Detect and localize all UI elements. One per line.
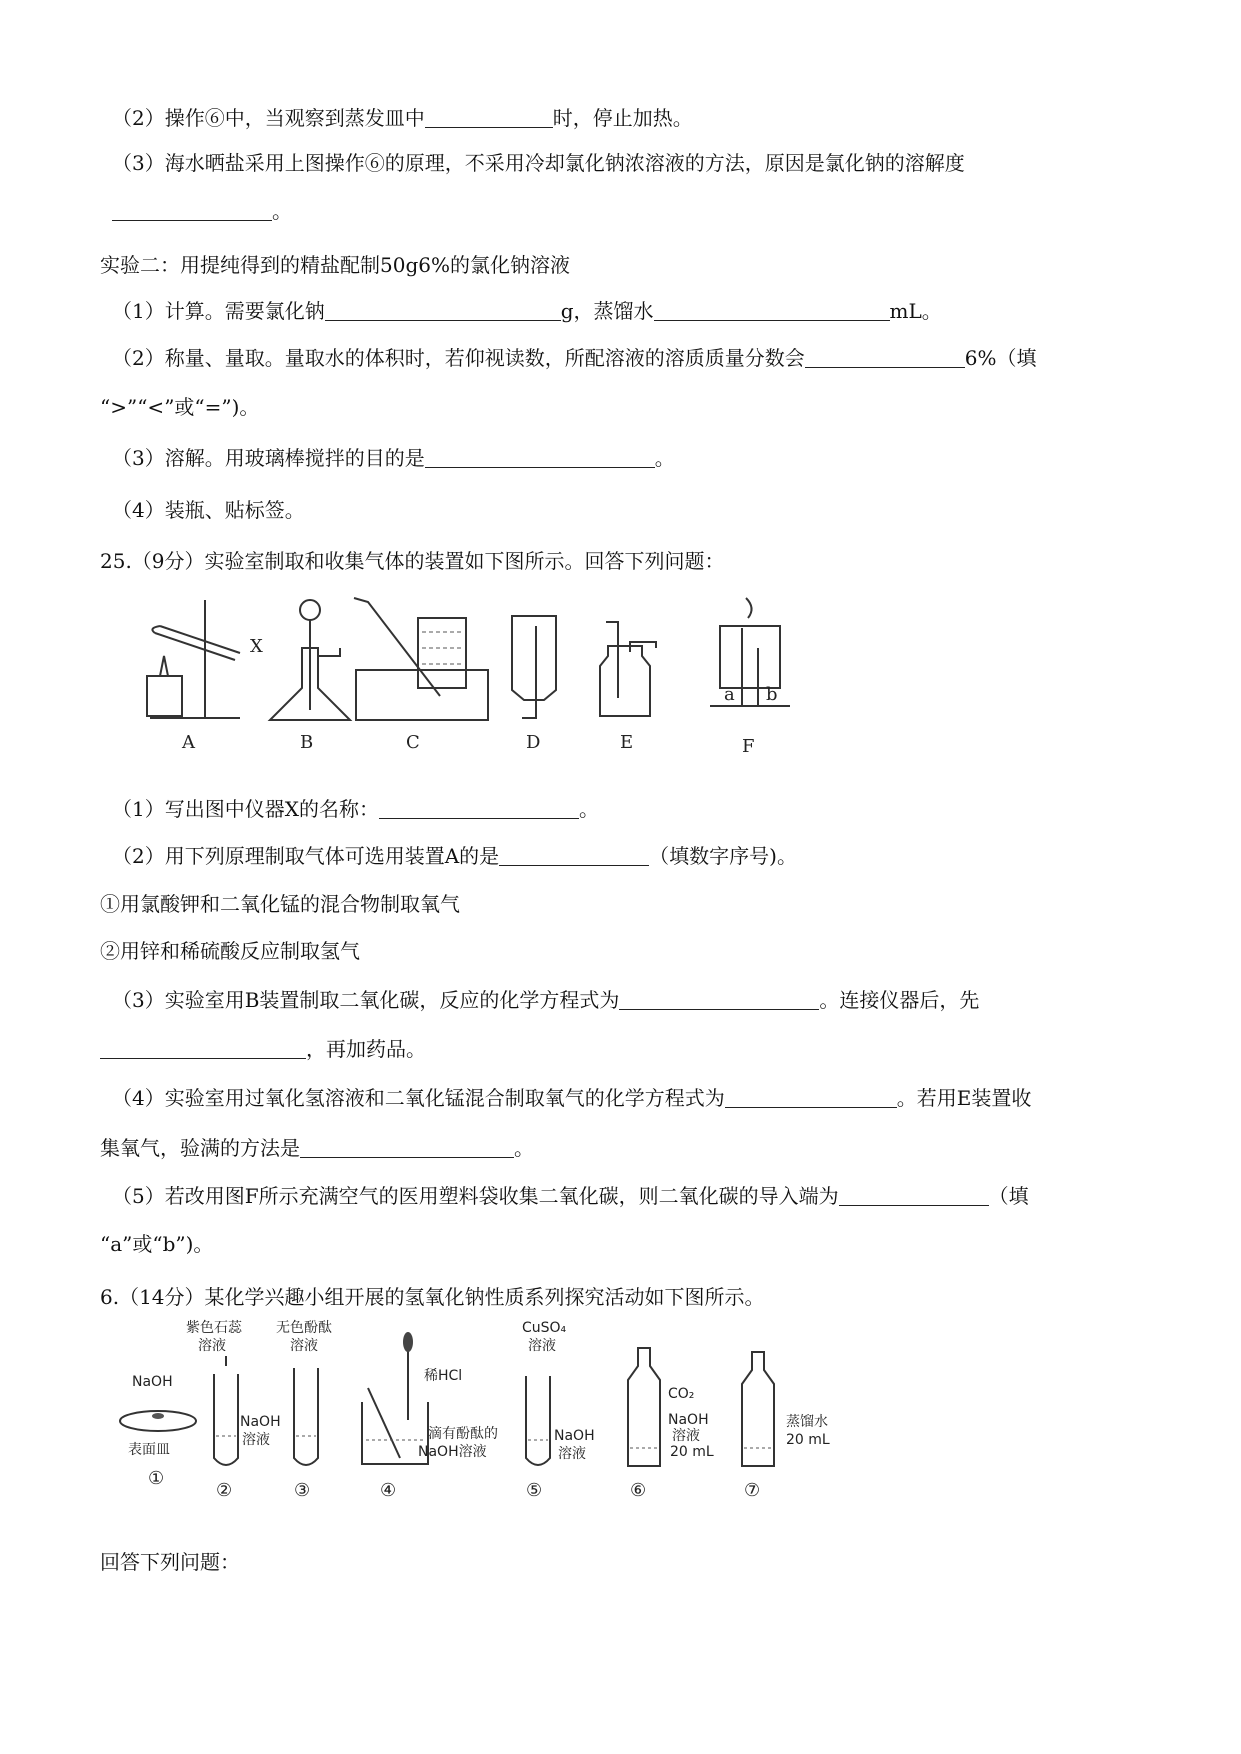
label-b: B: [300, 732, 314, 753]
q25-s2-b: （填数字序号)。: [649, 844, 797, 868]
q25-s1: [112, 795, 599, 823]
label-d: D: [526, 732, 541, 753]
label-e: E: [620, 732, 634, 753]
q25-s2-blank[interactable]: [499, 843, 649, 866]
label-phen-naoh-1: 滴有酚酞的: [428, 1426, 498, 1442]
q25-s3-c: ，再加药品。: [306, 1037, 426, 1061]
apparatus-a: [147, 600, 240, 753]
exp2-q3-blank[interactable]: [425, 445, 655, 468]
label-water-2: 20 mL: [786, 1432, 830, 1448]
q25-s3-line2: [100, 1035, 426, 1063]
q25-s1-blank[interactable]: [379, 796, 579, 819]
label-exp-2: ②: [216, 1480, 233, 1501]
exp2-q2-line2: “>”“<”或“=”)。: [100, 395, 260, 419]
exp2-q1-b: g，蒸馏水: [560, 299, 654, 323]
exp2-q2-blank[interactable]: [805, 345, 965, 368]
exp1-q3: [112, 149, 965, 177]
q25-s1-b: 。: [578, 797, 599, 821]
q25-s3: [112, 986, 979, 1014]
exp2-q3-b: 。: [654, 446, 675, 470]
label-naoh-bottle-1: NaOH: [668, 1412, 709, 1428]
exp2-q1-blank2[interactable]: [654, 298, 890, 321]
q25-s5-b: （填: [988, 1184, 1029, 1208]
label-a: A: [182, 732, 195, 753]
label-f: F: [742, 736, 755, 757]
label-naoh-solid: NaOH: [132, 1374, 173, 1390]
q25-s2: [112, 842, 797, 870]
q25-s3-blank1[interactable]: [619, 987, 819, 1010]
exp2-q1-c: mL。: [889, 299, 942, 323]
label-litmus-1: 紫色石蕊: [186, 1320, 242, 1336]
exp1-q3-blank[interactable]: [112, 198, 272, 221]
exp1-q3-text: （3）海水晒盐采用上图操作⑥的原理，不采用冷却氯化钠浓溶液的方法，原因是氯化钠的溶解度: [112, 151, 965, 175]
q25-s4: [112, 1084, 1031, 1112]
label-c: C: [406, 732, 420, 753]
q26-answer-prompt: 回答下列问题：: [100, 1550, 240, 1574]
exp-2-test-tube: [186, 1319, 281, 1501]
label-naoh-sol-4: 溶液: [558, 1446, 586, 1462]
label-exp-4: ④: [380, 1480, 397, 1501]
exp2-q4: （4）装瓶、贴标签。: [112, 498, 305, 522]
label-naoh-bottle-2: 溶液: [672, 1428, 700, 1444]
q25-s5-blank[interactable]: [839, 1183, 989, 1206]
label-naoh-bottle-3: 20 mL: [670, 1444, 714, 1460]
apparatus-d: [512, 616, 556, 753]
q25-s3-b: 。连接仪器后，先: [819, 988, 980, 1012]
exp2-q2: [112, 344, 1036, 372]
label-cuso4-1: CuSO₄: [522, 1320, 567, 1336]
q25-s5: [112, 1182, 1029, 1210]
exp1-q2-blank[interactable]: [425, 105, 553, 128]
exp2-title: 实验二：用提纯得到的精盐配制50g6%的氯化钠溶液: [100, 253, 570, 277]
q25-opt2: ②用锌和稀硫酸反应制取氢气: [100, 939, 360, 963]
label-x: X: [250, 636, 263, 657]
apparatus-c: [354, 598, 488, 753]
q25-s4-a: （4）实验室用过氧化氢溶液和二氧化锰混合制取氧气的化学方程式为: [112, 1086, 725, 1110]
exp1-q2-text: （2）操作⑥中，当观察到蒸发皿中: [112, 106, 425, 130]
q25-s4-d: 。: [514, 1136, 534, 1160]
label-exp-3: ③: [294, 1480, 311, 1501]
label-co2: CO₂: [668, 1386, 695, 1402]
q25-s4-blank1[interactable]: [725, 1085, 897, 1108]
exp-5-test-tube: [522, 1320, 595, 1501]
label-litmus-2: 溶液: [198, 1338, 226, 1354]
q25-s5-line2: “a”或“b”)。: [100, 1232, 214, 1256]
q25-title: 25.（9分）实验室制取和收集气体的装置如下图所示。回答下列问题：: [100, 549, 725, 573]
apparatus-b: [250, 600, 350, 753]
exp2-q1-a: （1）计算。需要氯化钠: [112, 299, 325, 323]
exp1-q3-end: 。: [272, 199, 292, 223]
label-phen-1: 无色酚酞: [276, 1320, 332, 1336]
label-water-1: 蒸馏水: [786, 1414, 828, 1430]
label-naoh-sol-1: NaOH: [240, 1414, 281, 1430]
exp-4-beaker: [362, 1332, 498, 1501]
label-watch-glass: 表面皿: [128, 1442, 170, 1458]
label-f-a: a: [724, 684, 735, 705]
exp2-q1: [112, 297, 942, 325]
q26-title: 6.（14分）某化学兴趣小组开展的氢氧化钠性质系列探究活动如下图所示。: [100, 1285, 765, 1309]
label-phen-2: 溶液: [290, 1338, 318, 1354]
q25-s3-a: （3）实验室用B装置制取二氧化碳，反应的化学方程式为: [112, 988, 620, 1012]
label-f-b: b: [766, 684, 778, 705]
apparatus-e: [600, 622, 656, 753]
exp2-q2-a: （2）称量、量取。量取水的体积时，若仰视读数，所配溶液的溶质质量分数会: [112, 346, 805, 370]
q25-s4-c: 集氧气，验满的方法是: [100, 1136, 300, 1160]
exp-6-bottle: [628, 1348, 714, 1501]
exp2-q3: [112, 444, 675, 472]
q25-s4-blank2[interactable]: [300, 1135, 514, 1158]
q25-s2-a: （2）用下列原理制取气体可选用装置A的是: [112, 844, 500, 868]
apparatus-f: [710, 598, 790, 757]
exp-7-bottle: [742, 1352, 830, 1501]
exp2-q1-blank1[interactable]: [325, 298, 561, 321]
label-exp-6: ⑥: [630, 1480, 647, 1501]
q25-s4-line2: [100, 1134, 534, 1162]
label-naoh-sol-3: NaOH: [554, 1428, 595, 1444]
q25-s3-blank2[interactable]: [100, 1036, 306, 1059]
label-exp-7: ⑦: [744, 1480, 761, 1501]
exp1-q2-after: 时，停止加热。: [552, 106, 693, 130]
q26-experiment-figure: [118, 1318, 938, 1518]
exp1-q2: [112, 104, 693, 132]
label-exp-5: ⑤: [526, 1480, 543, 1501]
q25-opt1: ①用氯酸钾和二氧化锰的混合物制取氧气: [100, 892, 460, 916]
exp2-q3-a: （3）溶解。用玻璃棒搅拌的目的是: [112, 446, 425, 470]
exp1-q3-line2: [112, 197, 292, 225]
exp-1-watch-glass: [120, 1374, 196, 1489]
exp2-q2-b: 6%（填: [964, 346, 1037, 370]
label-hcl: 稀HCl: [424, 1368, 463, 1384]
label-cuso4-2: 溶液: [528, 1338, 556, 1354]
label-phen-naoh-2: NaOH溶液: [418, 1444, 487, 1460]
q25-s5-a: （5）若改用图F所示充满空气的医用塑料袋收集二氧化碳，则二氧化碳的导入端为: [112, 1184, 839, 1208]
q25-apparatus-figure: [130, 588, 910, 768]
exp-3-test-tube: [276, 1319, 332, 1501]
q25-s1-a: （1）写出图中仪器X的名称：: [112, 797, 379, 821]
label-naoh-sol-2: 溶液: [242, 1432, 270, 1448]
q25-s4-b: 。若用E装置收: [896, 1086, 1032, 1110]
label-exp-1: ①: [148, 1468, 165, 1489]
